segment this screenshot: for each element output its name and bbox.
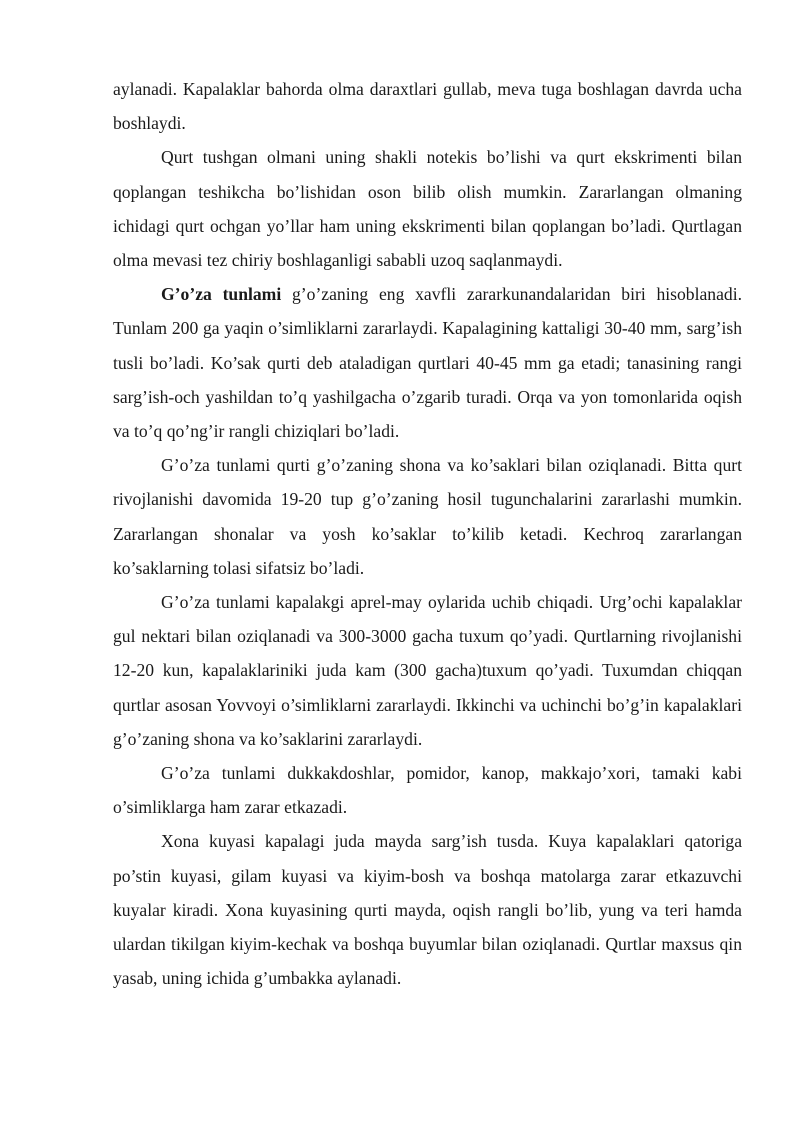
paragraph-cotton-bollworm-lifecycle [113, 585, 742, 756]
paragraph-text: G’o’za tunlami qurti g’o’zaning shona va ko’saklari bilan oziqlanadi. Bitta qurt rivojlanishi davomida 19-20 tup g’o’zaning hosil tugunchalarini zararlashi mumkin. Zararlangan shonalar va yosh ko’saklar to’kilib ketadi. Kechroq zararlangan ko’saklarning tolasi sifatsiz bo’ladi. [113, 455, 742, 578]
paragraph-text: aylanadi. Kapalaklar bahorda olma daraxtlari gullab, meva tuga boshlagan davrda ucha boshlaydi. [113, 79, 742, 134]
paragraph-text: g’o’zaning eng xavfli zararkunandalaridan biri hisoblanadi. Tunlam 200 ga yaqin o’simliklarni zararlaydi. Kapalagining kattaligi 30-40 mm, sarg’ish tusli bo’ladi. Ko’sak qurti deb ataladigan qurtlari 40-45 mm ga etadi; tanasining rangi sarg’ish-och yashildan to’q yashilgacha o’zgarib turadi. Orqa va yon tomonlarida oqish va to’q qo’ng’ir rangli chiziqlari bo’ladi. [113, 284, 742, 442]
paragraph-text: Xona kuyasi kapalagi juda mayda sarg’ish tusda. Kuya kapalaklari qatoriga po’stin kuyasi, gilam kuyasi va kiyim-bosh va boshqa matolarga zarar etkazuvchi kuyalar kiradi. Xona kuyasining qurti mayda, oqish rangli bo’lib, yung va teri hamda ulardan tikilgan kiyim-kechak va boshqa buyumlar bilan oziqlanadi. Qurtlar maxsus qin yasab, uning ichida g’umbakka aylanadi. [113, 831, 742, 989]
term-heading: G’o’za tunlami [161, 284, 282, 305]
paragraph-cotton-bollworm-feeding [113, 448, 742, 585]
paragraph-text: G’o’za tunlami kapalakgi aprel-may oylarida uchib chiqadi. Urg’ochi kapalaklar gul nektari bilan oziqlanadi va 300-3000 gacha tuxum qo’yadi. Qurtlarning rivojlanishi 12-20 kun, kapalaklariniki juda kam (300 gacha)tuxum qo’yadi. Tuxumdan chiqqan qurtlar asosan Yovvoyi o’simliklarni zararlaydi. Ikkinchi va uchinchi bo’g’in kapalaklari g’o’zaning shona va ko’saklarini zararlaydi. [113, 592, 742, 749]
paragraph-text: Qurt tushgan olmani uning shakli notekis bo’lishi va qurt ekskrimenti bilan qoplangan teshikcha bo’lishidan oson bilib olish mumkin. Zararlangan olmaning ichidagi qurt ochgan yo’llar ham uning ekskrimenti bilan qoplangan bo’ladi. Qurtlagan olma mevasi tez chiriy boshlaganligi sababli uzoq saqlanmaydi. [113, 147, 742, 271]
paragraph-text: G’o’za tunlami dukkakdoshlar, pomidor, kanop, makkajo’xori, tamaki kabi o’simliklarga ham zarar etkazadi. [113, 763, 742, 818]
paragraph-continuation [113, 72, 742, 140]
document-page [113, 72, 742, 995]
paragraph-cotton-bollworm-intro [113, 277, 742, 448]
paragraph-apple-damage [113, 140, 742, 277]
paragraph-cotton-bollworm-hosts [113, 756, 742, 824]
paragraph-clothes-moth [113, 824, 742, 995]
